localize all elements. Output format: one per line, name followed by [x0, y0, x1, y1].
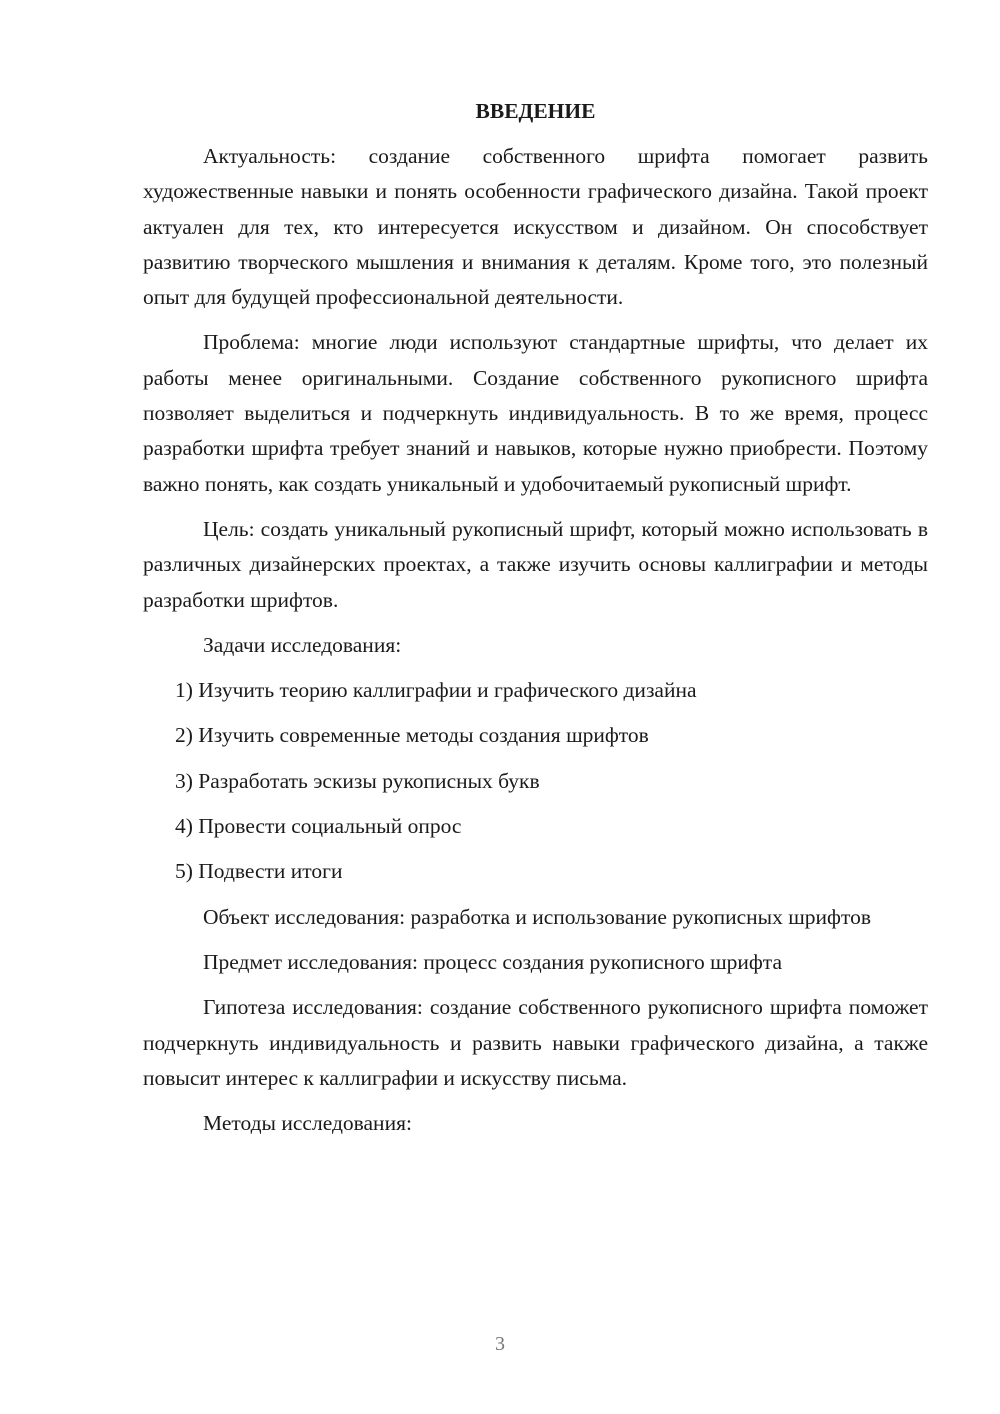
paragraph-problem: Проблема: многие люди используют стандартные шрифты, что делает их работы менее оригинальными. Создание собственного рукописного шрифта позволяет выделиться и подчеркнуть индивидуальность. В то же время, процесс разработки шрифта требует знаний и навыков, которые нужно приобрести. Поэтому важно понять, как создать уникальный и удобочитаемый рукописный шрифт.	[143, 330, 928, 496]
tasks-heading: Задачи исследования:	[203, 632, 402, 657]
list-item: 1) Изучить теорию каллиграфии и графического дизайна	[175, 678, 697, 703]
paragraph-hypothesis: Гипотеза исследования: создание собственного рукописного шрифта поможет подчеркнуть индивидуальность и развить навыки графического дизайна, а также повысит интерес к каллиграфии и искусству письма.	[143, 995, 928, 1090]
list-item: 4) Провести социальный опрос	[175, 814, 462, 839]
paragraph-goal: Цель: создать уникальный рукописный шрифт, который можно использовать в различных дизайнерских проектах, а также изучить основы каллиграфии и методы разработки шрифтов.	[143, 516, 928, 612]
tasks-list	[143, 673, 928, 889]
page-title: ВВЕДЕНИЕ	[475, 99, 596, 123]
document-page	[143, 92, 928, 1151]
list-item: 5) Подвести итоги	[175, 859, 343, 884]
methods-heading: Методы исследования:	[203, 1111, 412, 1136]
paragraph-relevance: Актуальность: создание собственного шрифта помогает развить художественные навыки и понять особенности графического дизайна. Такой проект актуален для тех, кто интересуется искусством и дизайном. Он способствует развитию творческого мышления и внимания к деталям. Кроме того, это полезный опыт для будущей профессиональной деятельности.	[143, 144, 928, 310]
paragraph-subject: Предмет исследования: процесс создания рукописного шрифта	[203, 949, 783, 974]
paragraph-object: Объект исследования: разработка и использование рукописных шрифтов	[203, 904, 871, 929]
page-number: 3	[495, 1333, 505, 1355]
list-item: 3) Разработать эскизы рукописных букв	[175, 768, 540, 793]
list-item: 2) Изучить современные методы создания шрифтов	[175, 723, 649, 748]
